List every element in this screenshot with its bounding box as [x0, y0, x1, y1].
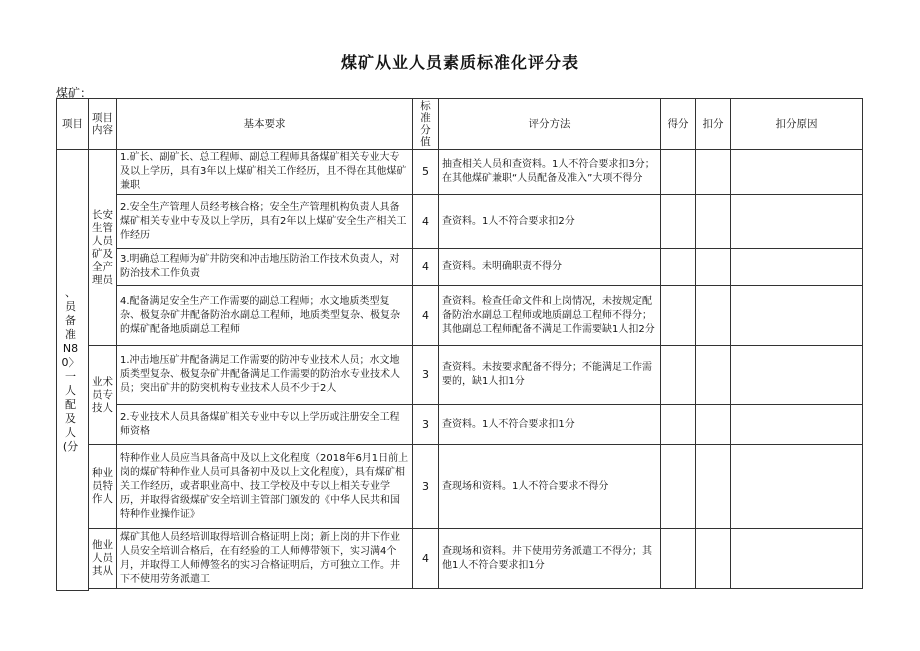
coal-mine-label: 煤矿： [56, 86, 93, 100]
deduct-cell[interactable] [696, 405, 731, 445]
std-score-cell: 3 [413, 346, 439, 405]
header-row [57, 99, 863, 150]
score-cell[interactable] [661, 529, 696, 589]
score-cell[interactable] [661, 249, 696, 286]
reason-cell[interactable] [731, 150, 863, 195]
std-score-cell: 4 [413, 529, 439, 589]
requirement-cell: 2.安全生产管理人员经考核合格；安全生产管理机构负责人具备煤矿相关专业中专及以上学历，具有2年以上煤矿安全生产相关工作经历 [117, 195, 413, 249]
header-score: 得分 [661, 99, 696, 150]
score-cell[interactable] [661, 405, 696, 445]
requirement-cell: 3.明确总工程师为矿井防突和冲击地压防治工作技术负责人，对防治技术工作负责 [117, 249, 413, 286]
content-cell: 种业员特作人 [89, 445, 117, 529]
score-cell[interactable] [661, 445, 696, 529]
requirement-cell: 2.专业技术人员具备煤矿相关专业中专以上学历或注册安全工程师资格 [117, 405, 413, 445]
reason-cell[interactable] [731, 445, 863, 529]
std-score-cell: 5 [413, 150, 439, 195]
std-score-cell: 4 [413, 286, 439, 346]
table-row [57, 589, 863, 591]
reason-cell[interactable] [731, 529, 863, 589]
table-row [57, 346, 863, 405]
requirement-cell: 1.冲击地压矿井配备满足工作需要的防冲专业技术人员；水文地质类型复杂、极复杂矿井配备满足工作需要的防治水专业技术人员；突出矿井的防突机构专业技术人员不少于2人 [117, 346, 413, 405]
method-cell: 查资料。1人不符合要求扣2分 [439, 195, 661, 249]
std-score-cell: 3 [413, 405, 439, 445]
reason-cell[interactable] [731, 249, 863, 286]
header-deduct: 扣分 [696, 99, 731, 150]
method-cell: 查现场和资料。1人不符合要求不得分 [439, 445, 661, 529]
requirement-cell: 煤矿其他人员经培训取得培训合格证明上岗；新上岗的井下作业人员安全培训合格后，在有经验的工人师傅带领下，实习满4个月，并取得工人师傅签名的实习合格证明后，方可独立工作。井下不使用劳务派遣工 [117, 529, 413, 589]
header-std-score: 标准分值 [413, 99, 439, 150]
method-cell: 抽查相关人员和查资料。1人不符合要求扣3分；在其他煤矿兼职“人员配备及准入”大项不得分 [439, 150, 661, 195]
method-cell: 查现场和资料。井下使用劳务派遣工不得分；其他1人不符合要求扣1分 [439, 529, 661, 589]
deduct-cell[interactable] [696, 249, 731, 286]
reason-cell[interactable] [731, 346, 863, 405]
score-cell[interactable] [661, 346, 696, 405]
content-cell: 他业人员其从 [89, 529, 117, 589]
method-cell: 查资料。检查任命文件和上岗情况，未按规定配备防治水副总工程师或地质副总工程师不得分；其他副总工程师配备不满足工作需要缺1人扣2分 [439, 286, 661, 346]
project-cell: 、员备准N80〉一人配及人(分 [57, 150, 89, 591]
table-row [57, 249, 863, 286]
method-cell: 查资料。1人不符合要求扣1分 [439, 405, 661, 445]
std-score-cell: 4 [413, 249, 439, 286]
deduct-cell[interactable] [696, 529, 731, 589]
table-row [57, 150, 863, 195]
requirement-cell: 4.配备满足安全生产工作需要的副总工程师；水文地质类型复杂、极复杂矿井配备防治水副总工程师，地质类型复杂、极复杂的煤矿配备地质副总工程师 [117, 286, 413, 346]
reason-cell[interactable] [731, 286, 863, 346]
page-title: 煤矿从业人员素质标准化评分表 [340, 53, 579, 72]
deduct-cell[interactable] [696, 150, 731, 195]
reason-cell[interactable] [731, 195, 863, 249]
std-score-cell: 4 [413, 195, 439, 249]
table-row [57, 286, 863, 346]
header-requirement: 基本要求 [117, 99, 413, 150]
table-row [57, 405, 863, 445]
score-cell[interactable] [661, 150, 696, 195]
reason-cell[interactable] [731, 405, 863, 445]
score-cell[interactable] [661, 286, 696, 346]
method-cell: 查资料。未明确职责不得分 [439, 249, 661, 286]
content-cell: 业术员专技人 [89, 346, 117, 445]
header-content: 项目内容 [89, 99, 117, 150]
deduct-cell[interactable] [696, 346, 731, 405]
table-row [57, 529, 863, 589]
requirement-cell: 特种作业人员应当具备高中及以上文化程度（2018年6月1日前上岗的煤矿特种作业人员可具备初中及以上文化程度），具有煤矿相关工作经历，或者职业高中、技工学校及中专以上相关专业学历，并取得省级煤矿安全培训主管部门颁发的《中华人民共和国特种作业操作证》 [117, 445, 413, 529]
method-cell: 查资料。未按要求配备不得分；不能满足工作需要的，缺1人扣1分 [439, 346, 661, 405]
deduct-cell[interactable] [696, 195, 731, 249]
content-cell: 长安生管人员矿及全产理员 [89, 150, 117, 346]
header-item: 项目 [57, 99, 89, 150]
table-row [57, 195, 863, 249]
deduct-cell[interactable] [696, 445, 731, 529]
table-row [57, 445, 863, 529]
header-method: 评分方法 [439, 99, 661, 150]
requirement-cell: 1.矿长、副矿长、总工程师、副总工程师具备煤矿相关专业大专及以上学历，具有3年以上煤矿相关工作经历，且不得在其他煤矿兼职 [117, 150, 413, 195]
deduct-cell[interactable] [696, 286, 731, 346]
std-score-cell: 3 [413, 445, 439, 529]
scoring-table [56, 98, 863, 591]
score-cell[interactable] [661, 195, 696, 249]
header-reason: 扣分原因 [731, 99, 863, 150]
